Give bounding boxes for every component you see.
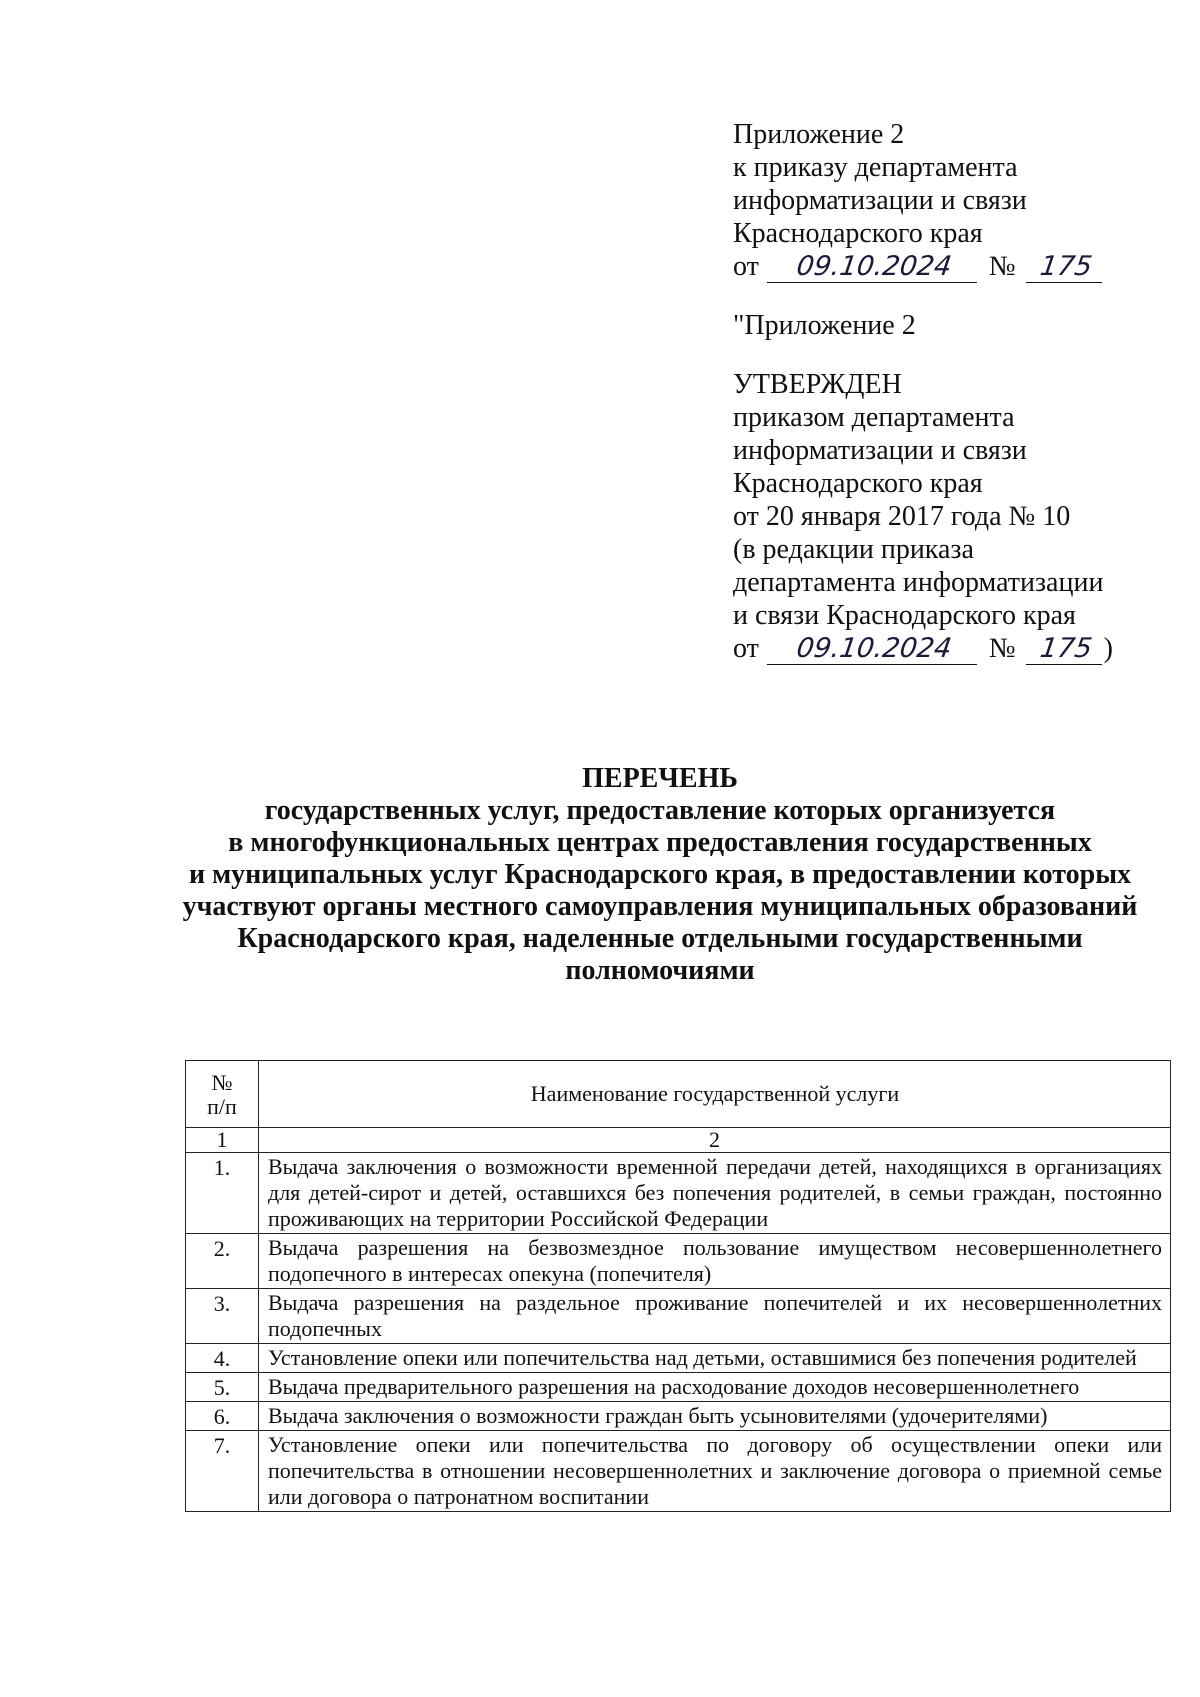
approval-line: приказом департамента	[733, 402, 1015, 433]
services-table	[185, 1060, 1171, 1512]
header-num-symbol: №	[211, 1070, 233, 1095]
title-heading: ПЕРЕЧЕНЬ	[582, 763, 738, 794]
service-name: Установление опеки или попечительства над детьми, оставшимися без попечения родителей	[259, 1344, 1171, 1373]
table-row	[186, 1373, 1171, 1402]
title-line: государственных услуг, предоставление которых организуется	[264, 795, 1056, 826]
service-name: Выдача предварительного разрешения на расходование доходов несовершеннолетнего	[259, 1373, 1171, 1402]
approval-line: департамента информатизации	[733, 567, 1104, 598]
row-number: 3.	[186, 1289, 259, 1344]
title-line: Краснодарского края, наделенные отдельными государственными	[237, 923, 1083, 954]
from-label: от	[733, 251, 759, 282]
number-label: №	[988, 633, 1016, 664]
row-number: 1.	[186, 1153, 259, 1234]
column-index-row	[186, 1128, 1171, 1153]
row-number: 2.	[186, 1234, 259, 1289]
service-name: Установление опеки или попечительства по договору об осуществлении опеки или попечительства в отношении несовершеннолетних и заключение договора о приемной семье или договора о патронатном воспитании	[259, 1431, 1171, 1512]
appendix-line: информатизации и связи	[733, 185, 1027, 216]
from-label: от	[733, 633, 759, 664]
appendix-quote-line: "Приложение 2	[733, 310, 916, 341]
approval-line: и связи Краснодарского края	[733, 600, 1076, 631]
column-index-1: 1	[186, 1128, 259, 1153]
title-line: участвуют органы местного самоуправления муниципальных образований	[182, 891, 1138, 922]
handwritten-number: 175	[1025, 252, 1105, 283]
column-index-2: 2	[259, 1128, 1171, 1153]
appendix-line: Краснодарского края	[733, 218, 983, 249]
appendix-block	[733, 118, 1113, 665]
service-name: Выдача разрешения на раздельное проживание попечителей и их несовершеннолетних подопечных	[259, 1289, 1171, 1344]
appendix-line: к приказу департамента	[733, 152, 1018, 183]
table-row	[186, 1289, 1171, 1344]
header-num-cell	[186, 1061, 259, 1128]
approval-line: Краснодарского края	[733, 468, 983, 499]
service-name: Выдача заключения о возможности временной передачи детей, находящихся в организациях для детей-сирот и детей, оставшихся без попечения родителей, в семьи граждан, постоянно проживающих на территории Российской Федерации	[259, 1153, 1171, 1234]
approved-label: УТВЕРЖДЕН	[733, 369, 902, 400]
approval-line: (в редакции приказа	[733, 534, 974, 565]
title-line: и муниципальных услуг Краснодарского края, в предоставлении которых	[188, 859, 1132, 890]
handwritten-date: 09.10.2024	[767, 252, 981, 283]
row-number: 6.	[186, 1402, 259, 1431]
approval-order-ref	[733, 632, 1113, 665]
handwritten-date: 09.10.2024	[767, 634, 981, 665]
approval-line: от 20 января 2017 года № 10	[733, 501, 1071, 532]
table-row	[186, 1234, 1171, 1289]
service-name: Выдача заключения о возможности граждан быть усыновителями (удочерителями)	[259, 1402, 1171, 1431]
approval-line: информатизации и связи	[733, 435, 1027, 466]
title-line: полномочиями	[565, 955, 755, 986]
document-title	[160, 763, 1160, 987]
row-number: 5.	[186, 1373, 259, 1402]
handwritten-number: 175	[1025, 634, 1105, 665]
table-header-row	[186, 1061, 1171, 1128]
header-num-abbrev: п/п	[207, 1094, 237, 1119]
service-name: Выдача разрешения на безвозмездное пользование имуществом несовершеннолетнего подопечного в интересах опекуна (попечителя)	[259, 1234, 1171, 1289]
table-row	[186, 1344, 1171, 1373]
table-row	[186, 1431, 1171, 1512]
closing-bracket: )	[1103, 633, 1113, 664]
appendix-order-ref	[733, 250, 1113, 283]
appendix-line: Приложение 2	[733, 119, 905, 150]
number-label: №	[988, 251, 1016, 282]
row-number: 4.	[186, 1344, 259, 1373]
table-row	[186, 1402, 1171, 1431]
row-number: 7.	[186, 1431, 259, 1512]
title-line: в многофункциональных центрах предоставления государственных	[228, 827, 1092, 858]
header-name-cell: Наименование государственной услуги	[259, 1061, 1171, 1128]
table-row	[186, 1153, 1171, 1234]
